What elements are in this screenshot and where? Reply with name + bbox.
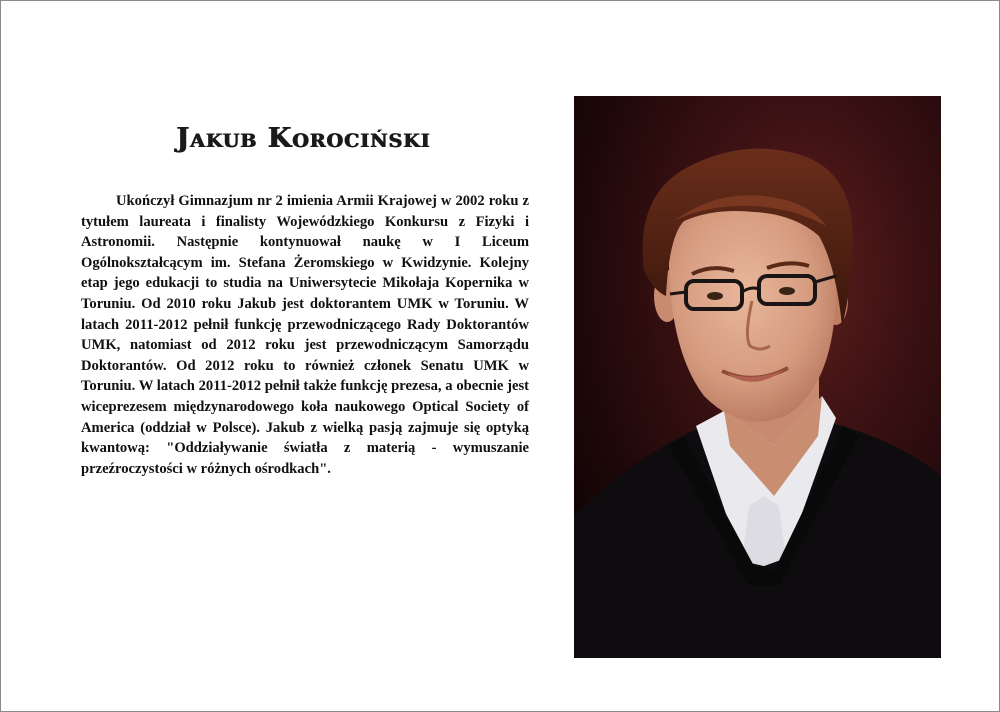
person-name-heading: Jakub Korociński (176, 123, 431, 154)
portrait-photo (574, 96, 941, 658)
biography-text: Ukończył Gimnazjum nr 2 imienia Armii Krajowej w 2002 roku z tytułem laureata i finalisty Wojewódzkiego Konkursu z Fizyki i Astronomii. Następnie kontynuował naukę w I Liceum Ogólnokształcącym im. Stefana Żeromskiego w Kwidzynie. Kolejny etap jego edukacji to studia na Uniwersytecie Mikołaja Kopernika w Toruniu. Od 2010 roku Jakub jest doktorantem UMK w Toruniu. W latach 2011-2012 pełnił funkcję przewodniczącego Rady Doktorantów UMK, natomiast od 2012 roku jest przewodniczącym Samorządu Doktorantów. Od 2012 roku to również członek Senatu UMK w Toruniu. W latach 2011-2012 pełnił także funkcję prezesa, a obecnie jest wiceprezesem międzynarodowego koła naukowego Optical Society of America (oddział w Polsce). Jakub z wielką pasją zajmuje się optyką kwantową: "Oddziaływanie światła z materią - wymuszanie przeźroczystości w różnych ośrodkach". (81, 193, 529, 477)
